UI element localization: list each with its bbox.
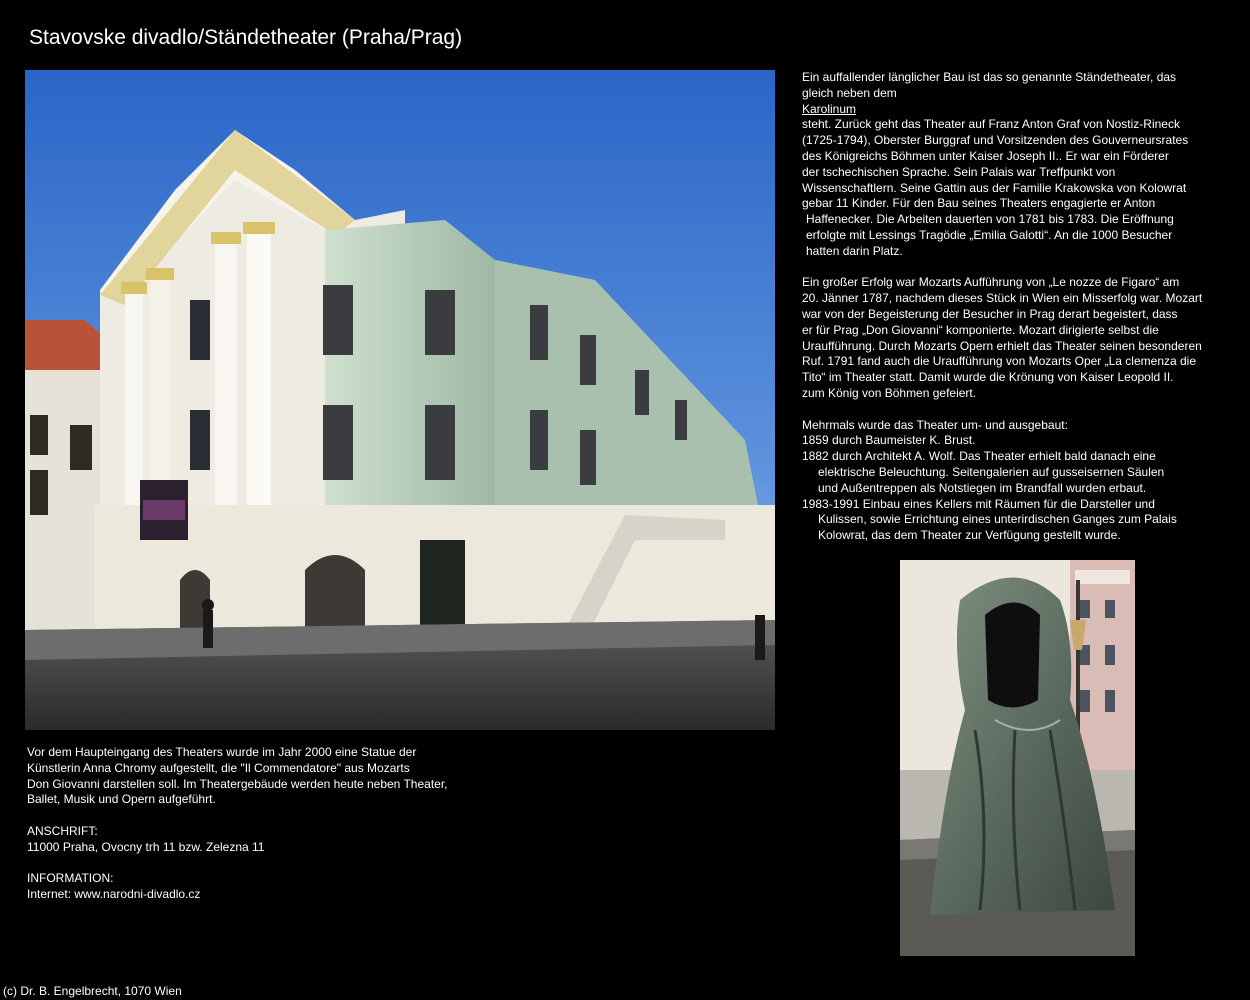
text-line: gleich neben dem [802,85,897,100]
text-line: gebar 11 Kinder. Für den Bau seines Theaters engagierte er Anton [802,196,1156,211]
text-line: Ein großer Erfolg war Mozarts Aufführung von „Le nozze de Figaro“ am [802,275,1180,290]
statue-illustration [900,560,1135,956]
text-line: Mehrmals wurde das Theater um- und ausgebaut: [802,417,1068,432]
text-line: Ruf. 1791 fand auch die Uraufführung von Mozarts Oper „La clemenza die [802,354,1197,369]
text-line: Ballet, Musik und Opern aufgeführt. [27,792,216,807]
text-line: steht. Zurück geht das Theater auf Franz Anton Graf von Nostiz-Rineck [802,117,1180,132]
text-line: Kulissen, sowie Errichtung eines unterirdischen Ganges zum Palais [818,512,1177,527]
theater-illustration [25,70,775,730]
karolinum-link[interactable]: Karolinum [802,101,857,116]
text-line: erfolgte mit Lessings Tragödie „Emilia Galotti“. An die 1000 Besucher [806,227,1173,242]
text-line: und Außentreppen als Notstiegen im Brandfall wurden erbaut. [818,480,1147,495]
text-line: Tito“ im Theater statt. Damit wurde die Krönung von Kaiser Leopold II. [802,370,1174,385]
text-line: er für Prag „Don Giovanni“ komponierte. Mozart dirigierte selbst die [802,322,1159,337]
text-line: Don Giovanni darstellen soll. Im Theatergebäude werden heute neben Theater, [27,776,448,791]
text-line: 1882 durch Architekt A. Wolf. Das Theater erhielt bald danach eine [802,449,1156,464]
text-line: 1983-1991 Einbau eines Kellers mit Räumen für die Darsteller und [802,496,1155,511]
text-line: elektrische Beleuchtung. Seitengalerien auf gusseisernen Säulen [818,464,1165,479]
text-line: (1725-1794), Oberster Burggraf und Vorsitzenden des Gouverneursrates [802,133,1189,148]
text-line: des Königreichs Böhmen unter Kaiser Joseph II.. Er war ein Förderer [802,148,1169,163]
text-line: hatten darin Platz. [806,243,903,258]
website-link[interactable]: www.narodni-divadlo.cz [74,887,201,902]
text-line: Wissenschaftlern. Seine Gattin aus der Familie Krakowska von Kolowrat [802,180,1187,195]
photo-estates-theatre [25,70,775,730]
text-line: Kolowrat, das dem Theater zur Verfügung gestellt wurde. [818,528,1121,543]
address-label: ANSCHRIFT: [27,823,98,838]
page-title: Stavovske divadlo/Ständetheater (Praha/Prag) [29,26,463,49]
info-line [27,887,467,903]
text-line: Haffenecker. Die Arbeiten dauerten von 1781 bis 1783. Die Eröffnung [806,212,1174,227]
info-label: INFORMATION: [27,871,114,886]
statue-description [27,745,467,903]
description-text [802,70,1212,544]
text-line: 20. Jänner 1787, nachdem dieses Stück in Wien ein Misserfolg war. Mozart [802,291,1203,306]
text-line: Vor dem Haupteingang des Theaters wurde im Jahr 2000 eine Statue der [27,745,417,759]
text-line: Ein auffallender länglicher Bau ist das so genannte Ständetheater, das [802,70,1177,84]
address-value: 11000 Praha, Ovocny trh 11 bzw. Zelezna 11 [27,839,265,854]
text-line: war von der Begeisterung der Besucher in Prag derart begeistert, dass [802,306,1178,321]
text-line: Künstlerin Anna Chromy aufgestellt, die "Il Commendatore" aus Mozarts [27,760,410,775]
info-prefix: Internet: [27,887,75,902]
text-line: Uraufführung. Durch Mozarts Opern erhielt das Theater seinen besonderen [802,338,1202,353]
copyright-footer: (c) Dr. B. Engelbrecht, 1070 Wien [3,984,182,998]
photo-il-commendatore-statue [900,560,1135,956]
text-line: 1859 durch Baumeister K. Brust. [802,433,976,448]
text-line: zum König von Böhmen gefeiert. [802,385,977,400]
text-line: der tschechischen Sprache. Sein Palais war Treffpunkt von [802,164,1116,179]
